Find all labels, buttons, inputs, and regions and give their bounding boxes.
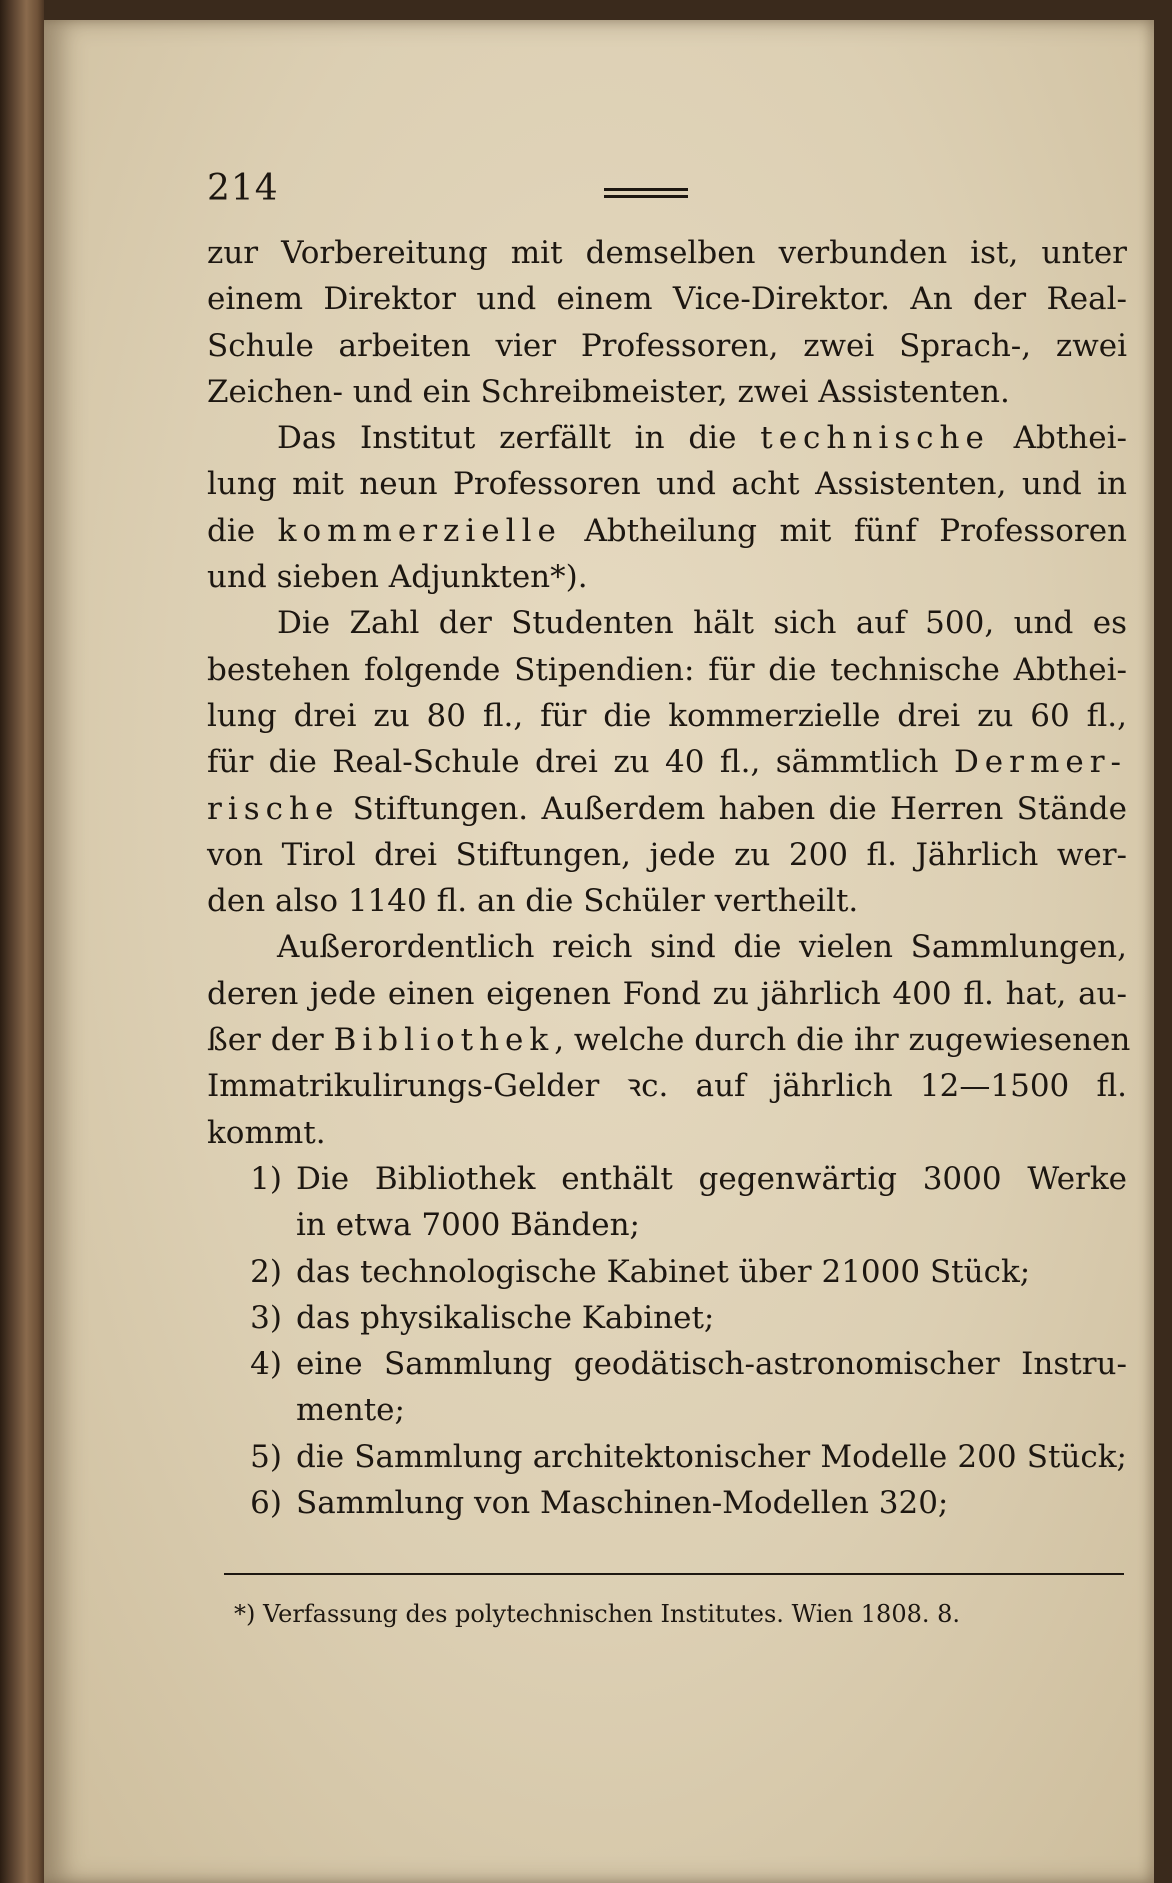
spaced-emphasis: kommerzielle — [277, 512, 562, 549]
list-number: 3) — [250, 1299, 282, 1336]
spaced-emphasis: Dermer- — [953, 744, 1127, 781]
text-line: lung drei zu 80 fl., für die kommerzielle drei zu 60 fl., — [207, 697, 1127, 734]
list-item — [207, 1341, 1127, 1387]
text-line: einem Direktor und einem Vice-Direktor. An der Real- — [207, 281, 1127, 318]
text-run: Das Institut zerfällt in die — [277, 420, 761, 457]
list-text-continuation: in etwa 7000 Bänden; — [296, 1207, 640, 1244]
text-line: und sieben Adjunkten*). — [207, 559, 588, 596]
text-run: die — [207, 512, 278, 549]
text-line — [207, 786, 1127, 832]
spaced-emphasis: technische — [760, 420, 990, 457]
text-line: lung mit neun Professoren und acht Assistenten, und in — [207, 466, 1127, 503]
text-line — [207, 1017, 1131, 1063]
list-item — [207, 1156, 1127, 1202]
text-run: , welche durch die ihr zugewiesenen — [554, 1022, 1131, 1059]
text-line — [207, 739, 1127, 785]
list-number: 5) — [250, 1438, 282, 1475]
text-line: zur Vorbereitung mit demselben verbunden ist, unter — [207, 235, 1127, 271]
collections-list — [207, 1156, 1127, 1526]
page-text-block — [207, 168, 1131, 1526]
text-line: kommt. — [207, 1114, 326, 1151]
text-line — [207, 415, 1127, 461]
text-line — [207, 508, 1127, 554]
list-text: Sammlung von Maschinen-Modellen 320; — [296, 1485, 949, 1522]
footnote: *) Verfassung des polytechnischen Institutes. Wien 1808. 8. — [234, 1600, 961, 1628]
text-run: Abtheilung mit fünf Professoren — [561, 512, 1128, 549]
list-number: 1) — [250, 1160, 282, 1197]
text-run: ßer der — [207, 1022, 334, 1059]
book-page — [44, 20, 1154, 1883]
text-line: Die Zahl der Studenten hält sich auf 500, und es — [277, 605, 1127, 642]
list-text: die Sammlung architektonischer Modelle 200 Stück; — [296, 1438, 1127, 1475]
spaced-emphasis: Bibliothek — [333, 1022, 555, 1059]
list-text: Die Bibliothek enthält gegenwärtig 3000 Werke — [296, 1160, 1127, 1197]
list-number: 6) — [250, 1485, 282, 1522]
header-double-rule — [604, 188, 688, 198]
text-run: Abthei- — [989, 420, 1127, 457]
list-item — [207, 1480, 1127, 1526]
text-line: Außerordentlich reich sind die vielen Sammlungen, — [277, 929, 1127, 966]
list-item — [207, 1295, 1127, 1341]
text-line: den also 1140 fl. an die Schüler vertheilt. — [207, 883, 859, 920]
list-text-continuation: mente; — [296, 1392, 405, 1429]
list-number: 2) — [250, 1253, 282, 1290]
footnote-divider — [224, 1573, 1124, 1575]
page-number: 214 — [207, 168, 279, 209]
text-run: für die Real-Schule drei zu 40 fl., sämmtlich — [207, 744, 954, 781]
text-line: bestehen folgende Stipendien: für die technische Abthei- — [207, 651, 1127, 688]
text-line: von Tirol drei Stiftungen, jede zu 200 fl. Jährlich wer- — [207, 836, 1127, 873]
list-number: 4) — [250, 1346, 282, 1383]
list-text: eine Sammlung geodätisch-astronomischer Instru- — [296, 1346, 1127, 1383]
text-line: Zeichen- und ein Schreibmeister, zwei Assistenten. — [207, 373, 1010, 410]
paragraph-3 — [207, 600, 1127, 924]
text-line: Schule arbeiten vier Professoren, zwei Sprach-, zwei — [207, 327, 1127, 364]
list-text: das technologische Kabinet über 21000 Stück; — [296, 1253, 1031, 1290]
paragraph-2 — [207, 415, 1127, 600]
text-line: Immatrikulirungs-Gelder ꝛc. auf jährlich 12—1500 fl. — [207, 1068, 1127, 1105]
text-line: deren jede einen eigenen Fond zu jährlich 400 fl. hat, au- — [207, 975, 1127, 1012]
page-header — [207, 168, 1127, 230]
book-spine-edge — [0, 0, 44, 1883]
paragraph-1 — [207, 230, 1127, 415]
paragraph-4 — [207, 924, 1131, 1155]
list-item — [207, 1434, 1127, 1480]
text-run: Stiftungen. Außerdem haben die Herren Stände — [339, 790, 1127, 827]
list-item — [207, 1249, 1127, 1295]
list-text: das physikalische Kabinet; — [296, 1299, 715, 1336]
spaced-emphasis: rische — [207, 790, 340, 827]
